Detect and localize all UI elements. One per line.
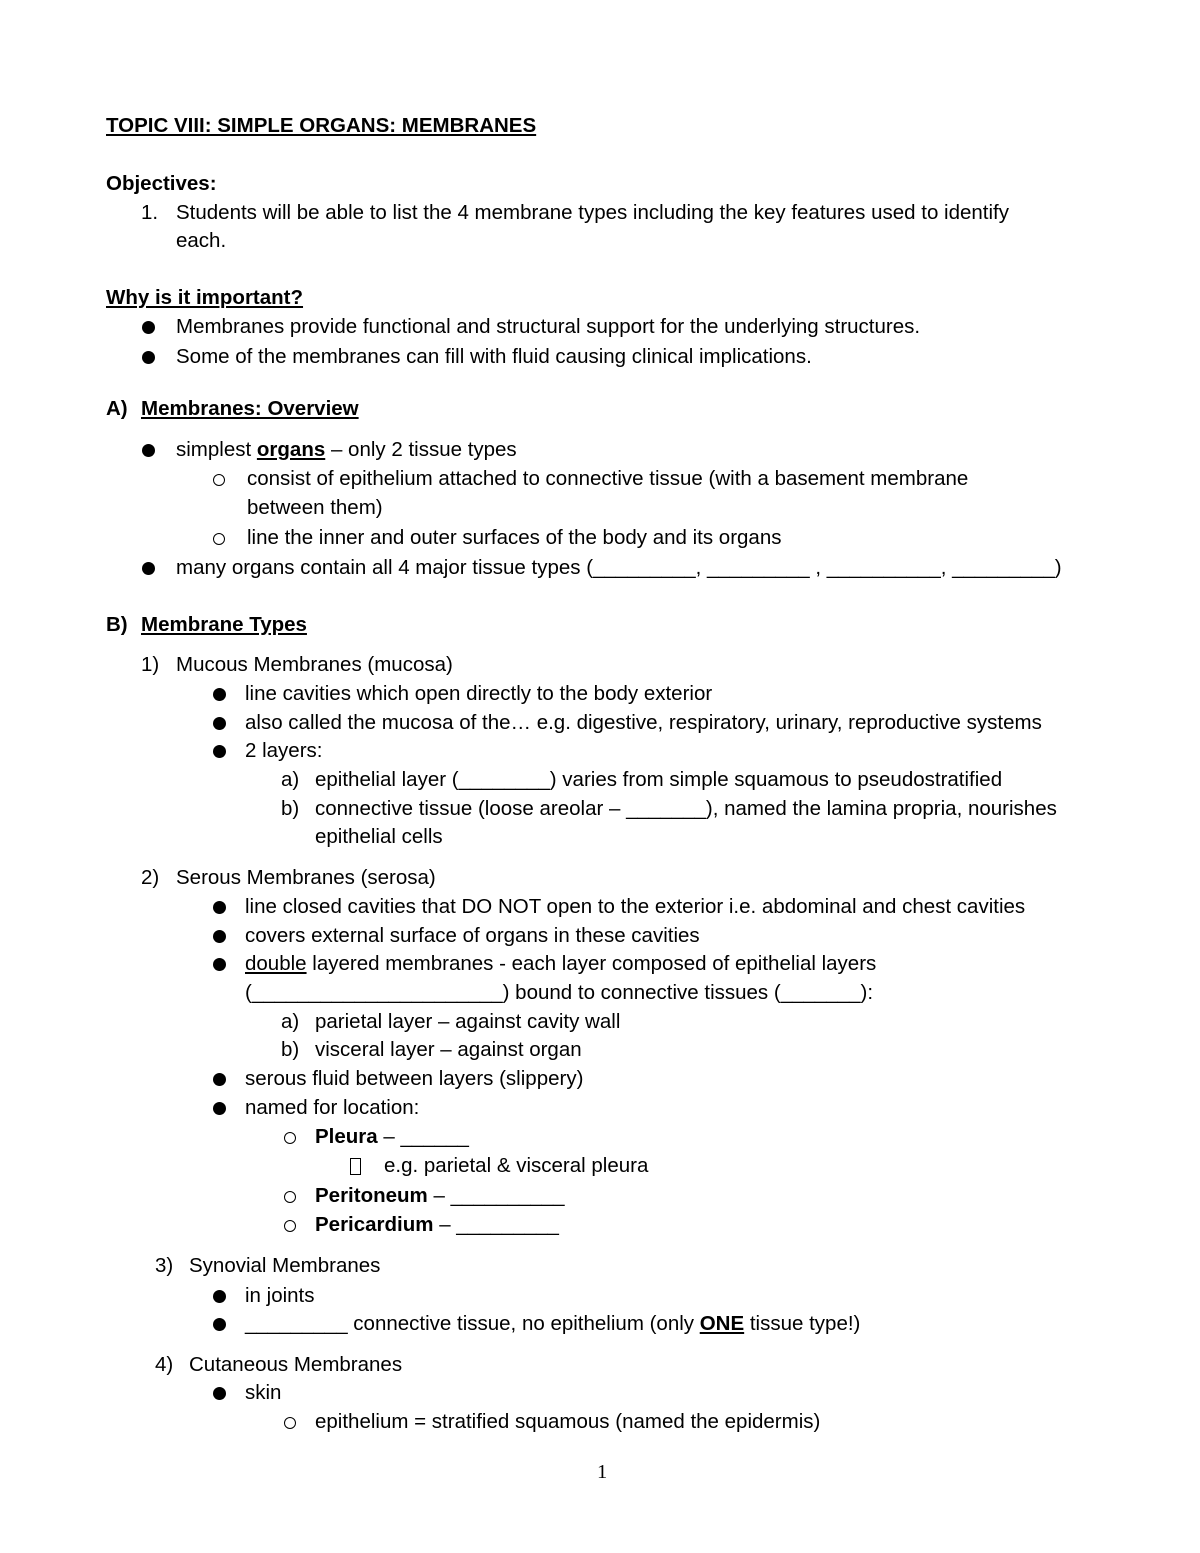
list-number: 1) xyxy=(141,653,160,676)
bullet-icon xyxy=(142,556,155,580)
sub-label: b) xyxy=(281,797,300,820)
why-bullet: Some of the membranes can fill with fluid causing clinical implications. xyxy=(176,345,812,368)
mucous-layer-b-continued: epithelial cells xyxy=(315,825,443,848)
sub-label: a) xyxy=(281,768,300,791)
serous-bullet: serous fluid between layers (slippery) xyxy=(245,1067,584,1090)
bullet-icon xyxy=(213,1096,226,1120)
bullet-icon xyxy=(142,438,155,462)
mucous-bullet: line cavities which open directly to the body exterior xyxy=(245,682,713,705)
synovial-bullet: _________ connective tissue, no epithelium (only ONE tissue type!) xyxy=(245,1312,861,1335)
bullet-icon xyxy=(213,1067,226,1091)
overview-bullet: many organs contain all 4 major tissue types (_________, _________ , __________, _________) xyxy=(176,556,1062,579)
sub-label: b) xyxy=(281,1038,300,1061)
bullet-icon xyxy=(213,1284,226,1308)
serous-bullet: covers external surface of organs in these cavities xyxy=(245,924,700,947)
synovial-title: Synovial Membranes xyxy=(189,1254,381,1277)
mucous-title: Mucous Membranes (mucosa) xyxy=(176,653,453,676)
bullet-icon xyxy=(213,924,226,948)
serous-bullet: named for location: xyxy=(245,1096,420,1119)
mucous-layer-b: connective tissue (loose areolar – _______), named the lamina propria, nourishes xyxy=(315,797,1057,820)
page-number: 1 xyxy=(597,1461,608,1483)
overview-sub-bullet: line the inner and outer surfaces of the body and its organs xyxy=(247,526,782,549)
bullet-icon xyxy=(213,682,226,706)
objectives-heading: Objectives: xyxy=(106,172,217,195)
cutaneous-bullet: skin xyxy=(245,1381,282,1404)
section-b-letter: B) xyxy=(106,613,128,636)
visceral-layer: visceral layer – against organ xyxy=(315,1038,582,1061)
pleura-example: e.g. parietal & visceral pleura xyxy=(384,1154,649,1177)
bullet-icon xyxy=(142,315,155,339)
bullet-icon xyxy=(213,1312,226,1336)
overview-bullet: simplest organs – only 2 tissue types xyxy=(176,438,517,461)
objective-text-continued: each. xyxy=(176,229,227,252)
section-b-heading: Membrane Types xyxy=(141,613,307,636)
synovial-bullet: in joints xyxy=(245,1284,315,1307)
bullet-icon xyxy=(213,895,226,919)
peritoneum-item: Peritoneum – __________ xyxy=(315,1184,565,1207)
bullet-icon xyxy=(213,739,226,763)
mucous-bullet: 2 layers: xyxy=(245,739,323,762)
double-term: double xyxy=(245,952,307,975)
bullet-icon xyxy=(213,711,226,735)
bullet-icon xyxy=(213,1381,226,1405)
serous-bullet: double layered membranes - each layer composed of epithelial layers xyxy=(245,952,877,975)
serous-bullet: line closed cavities that DO NOT open to the exterior i.e. abdominal and chest cavities xyxy=(245,895,1026,918)
pericardium-item: Pericardium – _________ xyxy=(315,1213,559,1236)
parietal-layer: parietal layer – against cavity wall xyxy=(315,1010,621,1033)
pleura-item: Pleura – ______ xyxy=(315,1125,469,1148)
circle-bullet-icon xyxy=(284,1213,296,1237)
section-a-heading: Membranes: Overview xyxy=(141,397,359,420)
list-number: 2) xyxy=(141,866,160,889)
serous-title: Serous Membranes (serosa) xyxy=(176,866,436,889)
list-number: 4) xyxy=(155,1353,174,1376)
overview-sub-bullet: consist of epithelium attached to connective tissue (with a basement membrane xyxy=(247,467,969,490)
cutaneous-title: Cutaneous Membranes xyxy=(189,1353,403,1376)
objective-text: Students will be able to list the 4 membrane types including the key features used to identify xyxy=(176,201,1010,224)
why-heading: Why is it important? xyxy=(106,286,304,309)
section-a-letter: A) xyxy=(106,397,128,420)
mucous-layer-a: epithelial layer (________) varies from simple squamous to pseudostratified xyxy=(315,768,1003,791)
circle-bullet-icon xyxy=(284,1184,296,1208)
why-bullet: Membranes provide functional and structural support for the underlying structures. xyxy=(176,315,921,338)
bullet-icon xyxy=(142,345,155,369)
circle-bullet-icon xyxy=(213,467,225,491)
circle-bullet-icon xyxy=(213,526,225,550)
circle-bullet-icon xyxy=(284,1410,296,1434)
page-title: TOPIC VIII: SIMPLE ORGANS: MEMBRANES xyxy=(106,114,537,137)
overview-sub-bullet-continued: between them) xyxy=(247,496,383,519)
square-bullet-icon xyxy=(350,1154,361,1178)
circle-bullet-icon xyxy=(284,1125,296,1149)
objective-number: 1. xyxy=(141,201,159,224)
list-number: 3) xyxy=(155,1254,174,1277)
cutaneous-sub-bullet: epithelium = stratified squamous (named the epidermis) xyxy=(315,1410,821,1433)
one-term: ONE xyxy=(699,1312,745,1335)
organs-term: organs xyxy=(256,438,326,461)
bullet-icon xyxy=(213,952,226,976)
sub-label: a) xyxy=(281,1010,300,1033)
serous-bullet-continued: (______________________) bound to connective tissues (_______): xyxy=(245,981,874,1004)
mucous-bullet: also called the mucosa of the… e.g. digestive, respiratory, urinary, reproductive systems xyxy=(245,711,1042,734)
